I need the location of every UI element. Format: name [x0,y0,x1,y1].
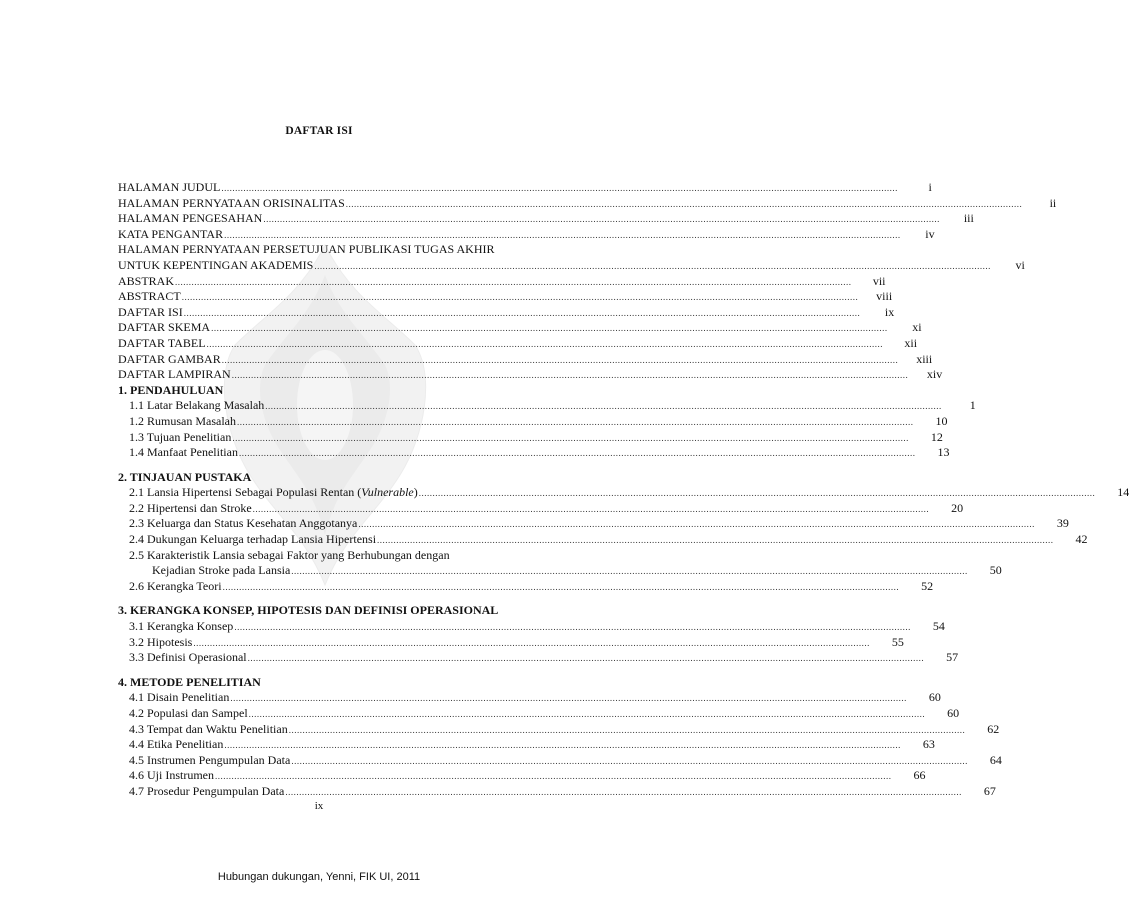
toc-entry-label: HALAMAN PERNYATAAN ORISINALITAS [118,195,345,210]
toc-entry-label: UNTUK KEPENTINGAN AKADEMIS [118,257,314,272]
toc-entry-page: 50 [989,563,1002,578]
toc-entry-page: xii [904,335,918,350]
toc-entry-page: 20 [951,500,964,515]
toc-entry [118,226,935,243]
toc-entry [118,304,895,321]
toc-entry-page: 67 [983,783,996,798]
toc-dot-leader [193,636,870,652]
toc-entry [118,320,922,336]
toc-entry-page: 52 [921,578,934,593]
toc-dot-leader [291,564,968,580]
toc-dot-leader [232,431,909,447]
page-number: ix [314,800,324,812]
toc-entry [118,413,948,430]
toc-entry [118,578,934,595]
toc-entry [118,737,935,753]
toc-entry-label: 2.4 Dukungan Keluarga terhadap Lansia Hipertensi [129,532,377,547]
toc-entry-label: 3.1 Kerangka Konsep [129,619,234,634]
toc-entry-page: 60 [928,690,941,705]
toc-entry [118,485,1129,501]
toc-entry-label: 4.5 Instrumen Pengumpulan Data [129,752,291,767]
toc-entry-label: 2.5 Karakteristik Lansia sebagai Faktor yang Berhubungan dengan [129,547,450,562]
toc-entry-page: viii [876,289,893,304]
toc-dot-leader [230,691,907,707]
section-gap [118,594,550,603]
toc-chapter-heading: 4. METODE PENELITIAN [118,674,261,689]
toc-entry [118,721,1000,738]
toc-entry-label: DAFTAR LAMPIRAN [118,367,231,382]
toc-entry-label: KATA PENGANTAR [118,226,224,241]
toc-entry [118,195,1057,212]
toc-dot-leader [222,353,899,369]
toc-dot-leader [207,337,884,353]
toc-entry-page: ii [1049,195,1057,210]
toc-dot-leader [253,502,930,518]
toc-entry [118,706,960,722]
toc-dot-leader [184,306,861,322]
toc-entry-label: 2.1 Lansia Hipertensi Sebagai Populasi Rentan (Vulnerable) [129,485,418,500]
toc-entry [118,619,945,635]
page-title: DAFTAR ISI [285,125,353,137]
toc-entry-label: 1.4 Manfaat Penelitian [129,445,238,460]
toc-entry [118,690,941,706]
toc-entry [118,289,893,305]
toc-entry-label: ABSTRACT [118,289,181,304]
toc-entry-label: 2.6 Kerangka Teori [129,578,222,593]
toc-entry-label: DAFTAR GAMBAR [118,351,221,366]
toc-chapter-heading: 3. KERANGKA KONSEP, HIPOTESIS DAN DEFINISI OPERASIONAL [118,603,499,618]
toc-entry-label-italic: Vulnerable [361,485,414,500]
toc-entry-page: xi [912,320,922,335]
toc-entry-page: 54 [932,619,945,634]
toc-entry-label: 4.3 Tempat dan Waktu Penelitian [129,721,288,736]
toc-entry-page: 1 [969,398,976,413]
section-gap [118,461,550,470]
toc-dot-leader [182,290,859,306]
toc-entry [118,752,1002,769]
toc-entry-page: ix [884,304,895,319]
toc-dot-leader [358,517,1035,533]
toc-entry [118,180,932,196]
toc-entry-label: 1.3 Tujuan Penelitian [129,429,232,444]
toc-dot-leader [224,228,901,244]
toc-entry-label: DAFTAR SKEMA [118,320,211,335]
page-footer: Hubungan dukungan, Yenni, FIK UI, 2011 [217,871,421,883]
toc-dot-leader [211,321,888,337]
toc-entry-page: i [928,180,932,194]
toc-dot-leader [263,212,940,228]
section-gap [118,666,550,675]
toc-entry [118,634,904,651]
toc-dot-leader [234,620,911,636]
toc-entry-label: DAFTAR TABEL [118,335,206,350]
toc-entry-label: 4.1 Disain Penelitian [129,690,230,705]
toc-entry [118,429,943,446]
toc-entry-label: 4.2 Populasi dan Sampel [129,706,248,720]
toc-entry [118,768,926,784]
toc-entry-label: 4.6 Uji Instrumen [129,768,214,783]
toc-dot-leader [419,486,1096,502]
toc-entry-page: 13 [937,445,950,460]
toc-entry-page: 10 [935,413,948,428]
toc-dot-leader [377,533,1054,549]
toc-entry-page: 63 [922,737,935,752]
toc-dot-leader [285,785,962,801]
toc-entry-page: xiv [926,367,943,382]
toc-entry-page: 12 [930,429,943,444]
toc-chapter-heading: 1. PENDAHULUAN [118,382,224,397]
toc-entry [118,783,996,800]
toc-dot-leader [232,368,909,384]
toc-entry-page: 66 [913,768,926,783]
toc-entry [118,257,1025,274]
toc-dot-leader [346,197,1023,213]
toc-entry [118,398,976,414]
toc-dot-leader [291,754,968,770]
toc-entry [118,367,943,383]
toc-entry-page: vii [872,273,886,288]
toc-dot-leader [239,446,916,462]
toc-entry [118,335,918,352]
toc-chapter-heading: 2. TINJAUAN PUSTAKA [118,469,252,484]
toc-dot-leader [248,651,925,667]
toc-entry-label: HALAMAN JUDUL [118,180,221,194]
toc-entry [118,242,550,258]
toc-entry-page: xiii [916,351,933,366]
toc-entry [118,273,886,290]
toc-entry-label: DAFTAR ISI [118,304,183,319]
toc-entry [118,532,1088,548]
table-of-contents [118,180,1129,800]
toc-entry-label: HALAMAN PENGESAHAN [118,211,263,226]
toc-entry-page: 62 [987,721,1000,736]
toc-entry-label: 1.1 Latar Belakang Masalah [129,398,265,413]
toc-entry-label: ABSTRAK [118,273,175,288]
toc-entry [118,445,950,461]
toc-entry [118,650,959,666]
toc-entry-page: iii [963,211,974,226]
toc-entry-page: 60 [947,706,960,720]
toc-dot-leader [224,738,901,754]
toc-entry-page: iv [925,226,935,241]
toc-entry-page: 57 [946,650,959,665]
toc-entry-label: 1.2 Rumusan Masalah [129,413,236,428]
toc-entry [118,211,974,227]
toc-entry-label: HALAMAN PERNYATAAN PERSETUJUAN PUBLIKASI TUGAS AKHIR [118,242,495,257]
toc-dot-leader [223,580,900,596]
toc-entry-label: 4.7 Prosedur Pengumpulan Data [129,783,285,798]
toc-entry-label: 3.2 Hipotesis [129,634,193,649]
toc-entry-label: 4.4 Etika Penelitian [129,737,224,752]
toc-dot-leader [215,769,892,785]
toc-entry [118,500,964,517]
toc-entry-label: Kejadian Stroke pada Lansia [152,563,291,578]
toc-dot-leader [175,275,852,291]
toc-dot-leader [265,399,942,415]
toc-entry-page: 55 [891,634,904,649]
toc-entry-label: 2.3 Keluarga dan Status Kesehatan Anggotanya [129,516,358,531]
toc-dot-leader [314,259,991,275]
toc-entry [118,351,933,368]
toc-entry-label: 2.2 Hipertensi dan Stroke [129,500,252,515]
toc-entry [118,563,1002,579]
toc-dot-leader [237,415,914,431]
toc-dot-leader [249,707,926,723]
toc-entry-page: 14 [1117,485,1129,500]
toc-entry [118,516,1069,532]
toc-entry-page: 64 [989,752,1002,767]
toc-entry-page: 42 [1075,532,1088,547]
toc-entry [118,548,550,564]
toc-entry-label-suffix: ) [413,485,418,500]
toc-entry-page: 39 [1056,516,1069,531]
toc-dot-leader [221,181,898,197]
toc-entry-page: vi [1015,257,1025,272]
toc-entry-label: 3.3 Definisi Operasional [129,650,247,665]
toc-dot-leader [289,723,966,739]
